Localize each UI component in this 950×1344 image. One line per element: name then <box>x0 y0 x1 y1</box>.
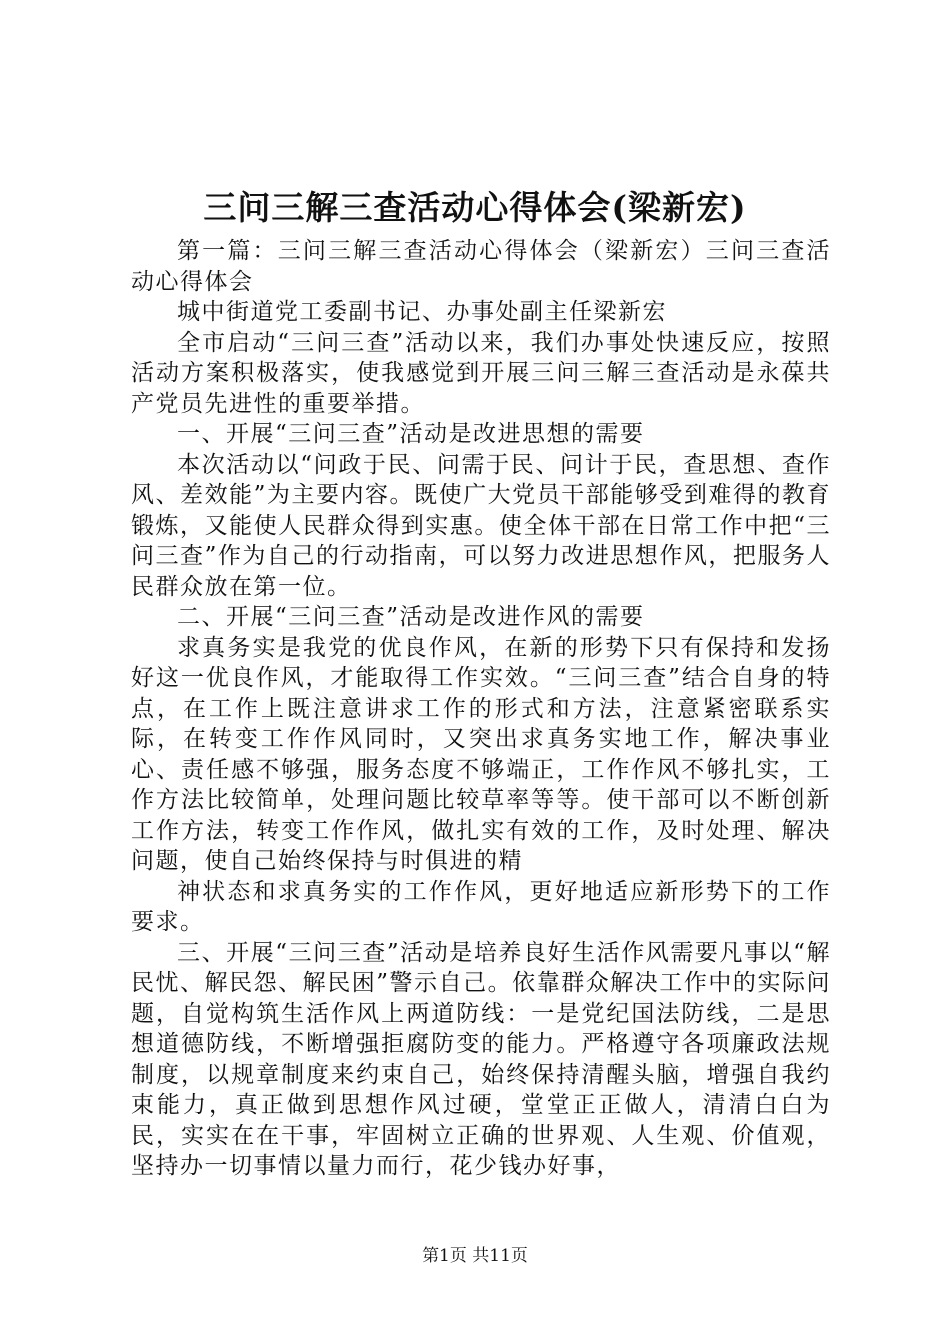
paragraph-section-2: 求真务实是我党的优良作风，在新的形势下只有保持和发扬好这一优良作风，才能取得工作实效。“三问三查”结合自身的特点，在工作上既注意讲求工作的形式和方法，注意紧密联系实际，在转变工作作风同时，又突出求真务实地工作，解决事业心、责任感不够强，服务态度不够端正，工作作风不够扎实，工作方法比较简单，处理问题比较草率等等。使干部可以不断创新工作方法，转变工作作风，做扎实有效的工作，及时处理、解决问题，使自己始终保持与时俱进的精 <box>131 634 831 874</box>
document-title: 三问三解三查活动心得体会(梁新宏) <box>203 188 747 227</box>
paragraph-author: 城中街道党工委副书记、办事处副主任梁新宏 <box>177 299 667 325</box>
page-number-footer: 第1页 共11页 <box>422 1246 528 1266</box>
heading-section-1: 一、开展“三问三查”活动是改进思想的需要 <box>177 421 645 447</box>
paragraph-intro: 全市启动“三问三查”活动以来，我们办事处快速反应，按照活动方案积极落实，使我感觉到开展三问三解三查活动是永葆共产党员先进性的重要举措。 <box>131 329 831 417</box>
paragraph-section-1: 本次活动以“问政于民、问需于民、问计于民，查思想、查作风、差效能”为主要内容。既使广大党员干部能够受到难得的教育锻炼，又能使人民群众得到实惠。使全体干部在日常工作中把“三问三查”作为自己的行动指南，可以努力改进思想作风，把服务人民群众放在第一位。 <box>131 451 831 600</box>
paragraph-first-article: 第一篇：三问三解三查活动心得体会（梁新宏）三问三查活动心得体会 <box>131 238 831 295</box>
paragraph-section-3: 三、开展“三问三查”活动是培养良好生活作风需要凡事以“解民忧、解民怨、解民困”警示自己。依靠群众解决工作中的实际问题，自觉构筑生活作风上两道防线：一是党纪国法防线，二是思想道德防线，不断增强拒腐防变的能力。严格遵守各项廉政法规制度，以规章制度来约束自己，始终保持清醒头脑，增强自我约束能力，真正做到思想作风过硬，堂堂正正做人，清清白白为民，实实在在干事，牢固树立正确的世界观、人生观、价值观，坚持办一切事情以量力而行，花少钱办好事， <box>131 939 831 1179</box>
paragraph-section-2-continued: 神状态和求真务实的工作作风，更好地适应新形势下的工作要求。 <box>131 878 831 935</box>
heading-section-2: 二、开展“三问三查”活动是改进作风的需要 <box>177 604 645 630</box>
document-body <box>131 236 831 1182</box>
